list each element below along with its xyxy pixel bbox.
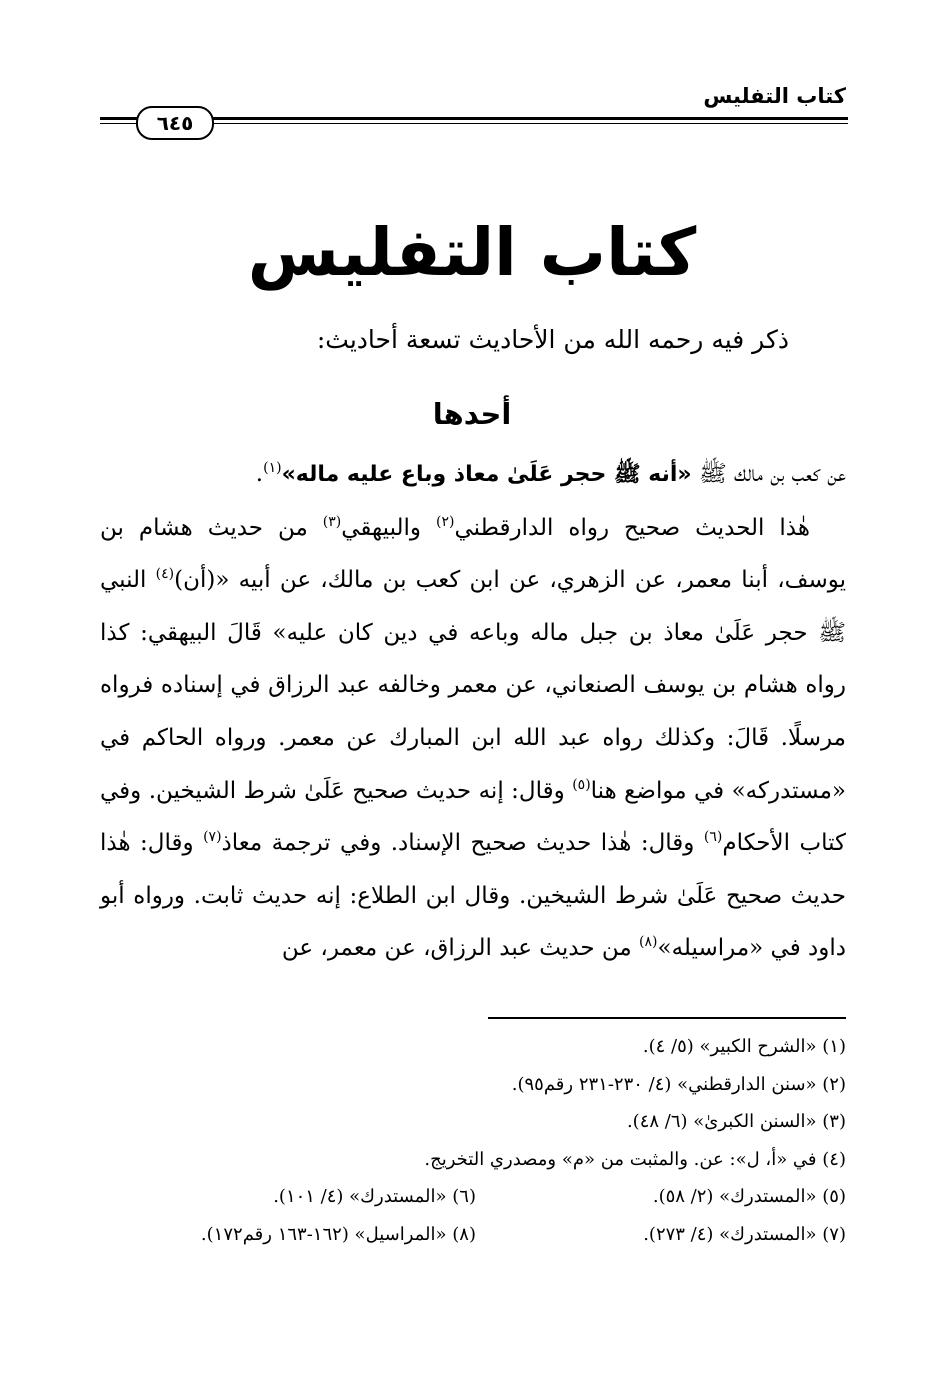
p2-text-c: من حديث هشام بن يوسف، أبنا معمر، عن الزهري، عن ابن كعب بن مالك، عن أبيه «(أن)	[100, 514, 846, 594]
p2-text-e: وقال: إنه حديث صحيح عَلَىٰ شرط الشيخين. وفي كتاب الأحكام	[100, 777, 846, 857]
footnote-4: (٤) في «أ، ل»: عن. والمثبت من «م» ومصدري التخريج.	[424, 1148, 846, 1170]
footnote-7: (٧) «المستدرك» (٤/ ٢٧٣).	[643, 1223, 846, 1245]
p1-end: .	[255, 461, 264, 487]
footnote-ref-3: (٣)	[322, 513, 342, 530]
p2-text-f: وقال: هٰذا حديث صحيح الإسناد. وفي ترجمة معاذ	[221, 830, 704, 857]
footnote-6: (٦) «المستدرك» (٤/ ١٠١).	[273, 1186, 476, 1207]
body-text	[100, 448, 846, 975]
footnote-8: (٨) «المراسيل» (١٦٢-١٦٣ رقم١٧٢).	[200, 1223, 476, 1245]
footnote-row	[100, 1178, 846, 1216]
footnote-row	[100, 1103, 846, 1141]
footnote-5: (٥) «المستدرك» (٢/ ٥٨).	[652, 1186, 846, 1207]
footnote-separator	[488, 1017, 846, 1019]
footnote-row	[100, 1141, 846, 1179]
footnote-row	[100, 1066, 846, 1104]
running-header	[100, 84, 848, 134]
page-number: ٦٤٥	[136, 106, 214, 140]
hadith-quote: «أنه ﷺ حجر عَلَىٰ معاذ وباع عليه ماله»	[281, 462, 692, 487]
p2-text-h: من حديث عبد الرزاق، عن معمر، عن	[281, 935, 640, 962]
chapter-title: كتاب التفليس	[247, 214, 697, 291]
footnote-ref-8: (٨)	[639, 934, 658, 951]
footnote-ref-1: (١)	[263, 460, 282, 476]
p2-text-g: وقال: هٰذا حديث صحيح عَلَىٰ شرط الشيخين. وقال ابن الطلاع: إنه حديث ثابت. ورواه أبو داود في «مراسيله»	[100, 830, 846, 962]
p2-text-b: والبيهقي	[341, 514, 437, 541]
footnote-ref-2: (٢)	[436, 513, 455, 530]
paragraph-1	[100, 448, 846, 502]
section-heading: أحدها	[432, 397, 512, 431]
footnote-ref-4: (٤)	[155, 566, 175, 583]
footnote-2: (٢) «سنن الدارقطني» (٤/ ٢٣٠-٢٣١ رقم٩٥).	[511, 1073, 846, 1095]
footnote-row	[100, 1028, 846, 1066]
footnote-1: (١) «الشرح الكبير» (٥/ ٤).	[642, 1036, 846, 1057]
p1-text: عن كعب بن مالك ﷺ	[691, 461, 846, 487]
chapter-intro: ذكر فيه رحمه الله من الأحاديث تسعة أحاديث:	[316, 325, 789, 354]
footnote-row	[100, 1216, 846, 1254]
footnote-ref-7: (٧)	[203, 829, 222, 846]
footnote-ref-5: (٥)	[572, 776, 591, 793]
footnote-ref-6: (٦)	[703, 829, 723, 846]
footnote-3: (٣) «السنن الكبرىٰ» (٦/ ٤٨).	[626, 1111, 846, 1132]
p2-text-a: هٰذا الحديث صحيح رواه الدارقطني	[454, 514, 810, 541]
paragraph-2	[100, 502, 846, 975]
footnotes	[100, 1028, 846, 1253]
running-header-title: كتاب التفليس	[703, 84, 846, 108]
p2-text-d: النبي ﷺ حجر عَلَىٰ معاذ بن جبل ماله وباعه في دين كان عليه» قَالَ البيهقي: كذا رواه هشام بن يوسف الصنعاني، عن معمر وخالفه عبد الرزاق في إسناده فرواه مرسلًا. قَالَ: وكذلك رواه عبد الله ابن المبارك عن معمر. ورواه الحاكم في «مستدركه» في مواضع هنا	[100, 567, 846, 804]
